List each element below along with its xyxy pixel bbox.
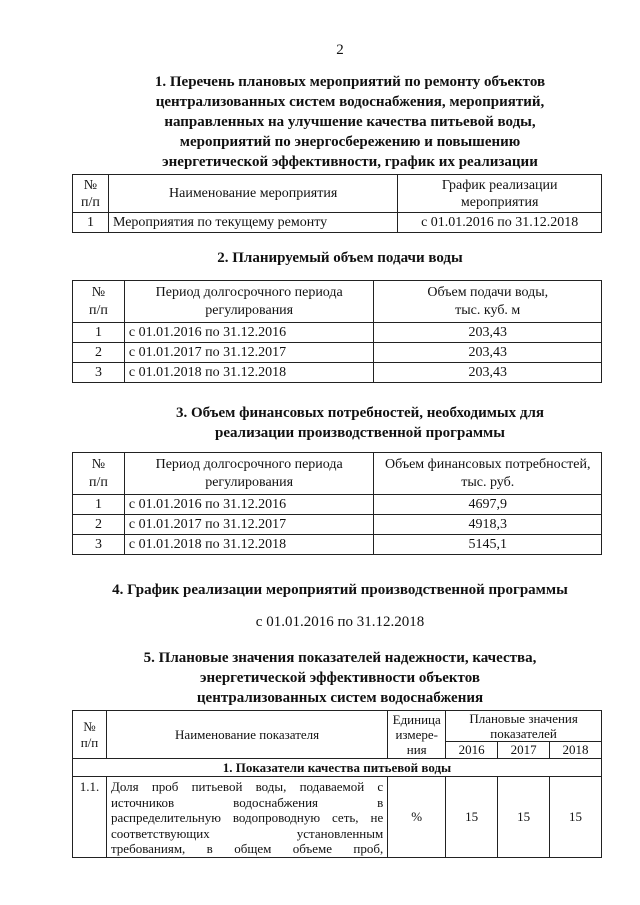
table-header-row: [73, 281, 602, 323]
row-value: 5145,1: [374, 535, 602, 555]
section3-title-line: 3. Объем финансовых потребностей, необходимых для: [175, 405, 545, 421]
header-schedule-line: График реализации: [441, 177, 558, 193]
header-finance-line: тыс. руб.: [461, 474, 515, 490]
section1-title-line: направленных на улучшение качества питьевой воды,: [164, 114, 536, 130]
section4-period: с 01.01.2016 по 31.12.2018: [255, 614, 425, 630]
section2-table: [72, 280, 602, 383]
header-name: Наименование мероприятия: [108, 175, 397, 213]
row-value: 4918,3: [374, 515, 602, 535]
section5-title-line: централизованных систем водоснабжения: [196, 690, 484, 706]
row-name-line: требованиям, в общем объеме проб,: [110, 841, 384, 856]
header-num-line: №: [91, 284, 106, 300]
section5-title-line: энергетической эффективности объектов: [200, 670, 480, 686]
row-num: 2: [73, 343, 125, 363]
header-schedule-line: мероприятия: [460, 194, 539, 210]
header-num-line: п/п: [89, 474, 108, 490]
header-year: 2018: [550, 742, 602, 759]
header-unit: [388, 711, 446, 759]
row-name-line: Доля проб питьевой воды, подаваемой с: [110, 779, 384, 794]
header-year: 2017: [498, 742, 550, 759]
table-row: [73, 515, 602, 535]
header-volume-line: Объем подачи воды,: [427, 284, 549, 300]
page-number: 2: [336, 42, 344, 58]
row-name-line: распределительную водопроводную сеть, не: [110, 810, 384, 825]
section5-title: [70, 648, 610, 708]
section1-title: [80, 72, 620, 172]
header-period: [124, 281, 374, 323]
row-num: 1: [73, 213, 109, 233]
section3-table: [72, 452, 602, 555]
header-num-line: №: [91, 456, 106, 472]
header-period-line: Период долгосрочного периода: [155, 284, 343, 300]
header-year: 2016: [446, 742, 498, 759]
table-header-row: [73, 453, 602, 495]
header-volume: [374, 281, 602, 323]
row-period: с 01.01.2017 по 31.12.2017: [124, 343, 374, 363]
row-value: 4697,9: [374, 495, 602, 515]
header-num: [73, 281, 125, 323]
row-value: 15: [498, 777, 550, 858]
header-finance: [374, 453, 602, 495]
section5-title-line: 5. Плановые значения показателей надежности, качества,: [143, 650, 537, 666]
section4-title: 4. График реализации мероприятий производственной программы: [112, 582, 568, 598]
header-finance-line: Объем финансовых потребностей,: [384, 456, 591, 472]
table-row: [73, 213, 602, 233]
row-num: 1: [73, 495, 125, 515]
header-num-line: п/п: [89, 302, 108, 318]
row-num: 3: [73, 363, 125, 383]
header-period: [124, 453, 374, 495]
row-unit: %: [388, 777, 446, 858]
row-name: [106, 777, 387, 858]
row-num: 3: [73, 535, 125, 555]
header-period-line: Период долгосрочного периода: [155, 456, 343, 472]
table-header-row: [73, 175, 602, 213]
table-row: [73, 343, 602, 363]
row-value: 15: [446, 777, 498, 858]
table-row: [73, 777, 602, 858]
group-title: 1. Показатели качества питьевой воды: [73, 759, 602, 777]
header-num: [73, 453, 125, 495]
section5-table: [72, 710, 602, 858]
row-period: с 01.01.2017 по 31.12.2017: [124, 515, 374, 535]
section1-title-line: энергетической эффективности, график их реализации: [162, 154, 538, 170]
section1-title-line: 1. Перечень плановых мероприятий по ремонту объектов: [154, 74, 546, 90]
row-period: с 01.01.2016 по 31.12.2016: [124, 323, 374, 343]
section3-title: [90, 403, 630, 443]
header-num-line: №: [83, 718, 96, 734]
header-unit-line: ния: [406, 742, 427, 757]
table-row: [73, 363, 602, 383]
header-num: [73, 175, 109, 213]
row-num: 1.1.: [73, 777, 107, 858]
header-plan: [446, 711, 602, 742]
row-value: 15: [550, 777, 602, 858]
table-row: [73, 535, 602, 555]
header-name: Наименование показателя: [106, 711, 387, 759]
section1-title-line: мероприятий по энергосбережению и повышению: [179, 134, 521, 150]
header-plan-line: Плановые значения: [469, 711, 578, 726]
header-num-line: п/п: [80, 734, 99, 750]
header-unit-line: измере-: [395, 727, 438, 742]
header-period-line: регулирования: [205, 302, 294, 318]
header-period-line: регулирования: [205, 474, 294, 490]
row-num: 2: [73, 515, 125, 535]
table-row: [73, 323, 602, 343]
table-header-row: [73, 711, 602, 742]
header-unit-line: Единица: [392, 712, 441, 727]
table-group-row: [73, 759, 602, 777]
row-value: 203,43: [374, 363, 602, 383]
row-value: 203,43: [374, 343, 602, 363]
row-name-line: соответствующих установленным: [110, 825, 384, 841]
row-name: Мероприятия по текущему ремонту: [108, 213, 397, 233]
header-num-line: №: [83, 177, 98, 193]
section3-title-line: реализации производственной программы: [215, 425, 505, 441]
row-period: с 01.01.2016 по 31.12.2018: [398, 213, 602, 233]
header-plan-line: показателей: [490, 726, 557, 741]
header-num-line: п/п: [81, 194, 100, 210]
row-name-line: источников водоснабжения в: [110, 794, 384, 810]
header-schedule: [398, 175, 602, 213]
row-period: с 01.01.2018 по 31.12.2018: [124, 363, 374, 383]
table-row: [73, 495, 602, 515]
header-volume-line: тыс. куб. м: [455, 302, 521, 318]
section2-title: 2. Планируемый объем подачи воды: [217, 250, 463, 266]
row-num: 1: [73, 323, 125, 343]
section1-table: [72, 174, 602, 233]
row-period: с 01.01.2018 по 31.12.2018: [124, 535, 374, 555]
section1-title-line: централизованных систем водоснабжения, мероприятий,: [155, 94, 545, 110]
header-num: [73, 711, 107, 759]
row-period: с 01.01.2016 по 31.12.2016: [124, 495, 374, 515]
row-value: 203,43: [374, 323, 602, 343]
